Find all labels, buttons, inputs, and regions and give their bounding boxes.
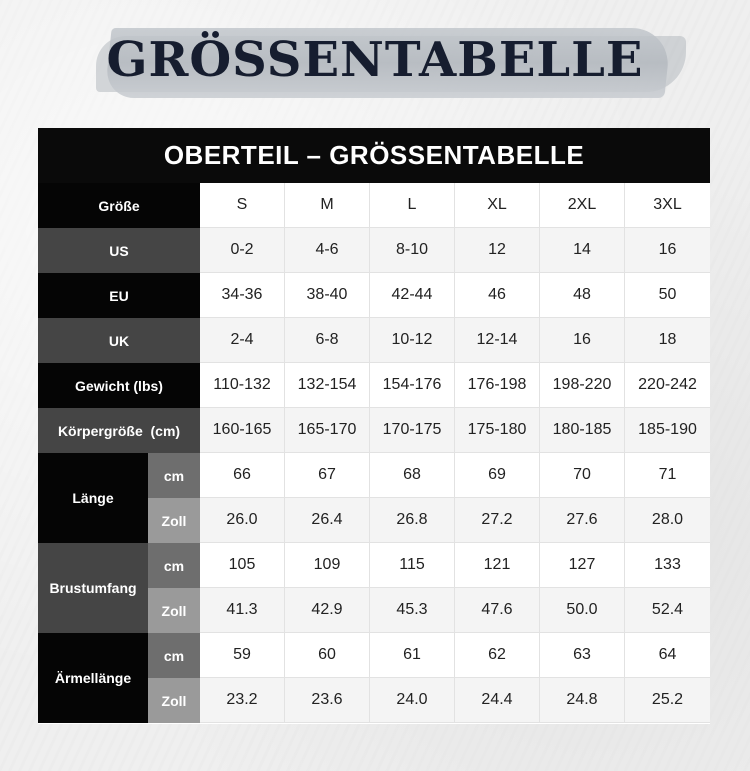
cell: 24.8 bbox=[540, 678, 625, 723]
cell: 154-176 bbox=[370, 363, 455, 408]
cell: 66 bbox=[200, 453, 285, 498]
cell: 26.0 bbox=[200, 498, 285, 543]
row-label-uk: UK bbox=[38, 318, 200, 363]
cell: 41.3 bbox=[200, 588, 285, 633]
cell: 12 bbox=[455, 228, 540, 273]
cell: 185-190 bbox=[625, 408, 710, 453]
size-header: M bbox=[285, 183, 370, 228]
row-label-us: US bbox=[38, 228, 200, 273]
cell: 59 bbox=[200, 633, 285, 678]
cell: 63 bbox=[540, 633, 625, 678]
cell: 38-40 bbox=[285, 273, 370, 318]
cell: 27.2 bbox=[455, 498, 540, 543]
cell: 64 bbox=[625, 633, 710, 678]
cell: 18 bbox=[625, 318, 710, 363]
cell: 45.3 bbox=[370, 588, 455, 633]
cell: 8-10 bbox=[370, 228, 455, 273]
cell: 133 bbox=[625, 543, 710, 588]
cell: 105 bbox=[200, 543, 285, 588]
cell: 47.6 bbox=[455, 588, 540, 633]
size-header-label: Größe bbox=[38, 183, 200, 228]
unit-label: Zoll bbox=[148, 678, 200, 723]
cell: 26.4 bbox=[285, 498, 370, 543]
row-label-eu: EU bbox=[38, 273, 200, 318]
cell: 24.4 bbox=[455, 678, 540, 723]
cell: 198-220 bbox=[540, 363, 625, 408]
cell: 50 bbox=[625, 273, 710, 318]
cell: 28.0 bbox=[625, 498, 710, 543]
cell: 69 bbox=[455, 453, 540, 498]
cell: 34-36 bbox=[200, 273, 285, 318]
page-title: GRÖSSENTABELLE bbox=[106, 32, 644, 88]
row-label-height: Körpergröße (cm) bbox=[38, 408, 200, 453]
size-grid bbox=[38, 183, 710, 723]
cell: 6-8 bbox=[285, 318, 370, 363]
size-table bbox=[38, 128, 710, 724]
cell: 46 bbox=[455, 273, 540, 318]
cell: 121 bbox=[455, 543, 540, 588]
cell: 48 bbox=[540, 273, 625, 318]
cell: 170-175 bbox=[370, 408, 455, 453]
cell: 50.0 bbox=[540, 588, 625, 633]
cell: 62 bbox=[455, 633, 540, 678]
cell: 115 bbox=[370, 543, 455, 588]
cell: 14 bbox=[540, 228, 625, 273]
cell: 26.8 bbox=[370, 498, 455, 543]
size-header: 2XL bbox=[540, 183, 625, 228]
cell: 71 bbox=[625, 453, 710, 498]
cell: 16 bbox=[625, 228, 710, 273]
cell: 2-4 bbox=[200, 318, 285, 363]
size-header: L bbox=[370, 183, 455, 228]
table-title: OBERTEIL – GRÖSSENTABELLE bbox=[38, 128, 710, 183]
measure-label-chest: Brustumfang bbox=[38, 543, 148, 633]
cell: 23.2 bbox=[200, 678, 285, 723]
cell: 67 bbox=[285, 453, 370, 498]
unit-label: cm bbox=[148, 633, 200, 678]
cell: 16 bbox=[540, 318, 625, 363]
size-header: S bbox=[200, 183, 285, 228]
unit-label: cm bbox=[148, 453, 200, 498]
title-area bbox=[0, 18, 750, 113]
cell: 10-12 bbox=[370, 318, 455, 363]
cell: 60 bbox=[285, 633, 370, 678]
cell: 61 bbox=[370, 633, 455, 678]
unit-label: Zoll bbox=[148, 498, 200, 543]
size-header: XL bbox=[455, 183, 540, 228]
row-label-weight: Gewicht (lbs) bbox=[38, 363, 200, 408]
cell: 70 bbox=[540, 453, 625, 498]
cell: 127 bbox=[540, 543, 625, 588]
cell: 175-180 bbox=[455, 408, 540, 453]
measure-label-sleeve: Ärmellänge bbox=[38, 633, 148, 723]
cell: 110-132 bbox=[200, 363, 285, 408]
cell: 42-44 bbox=[370, 273, 455, 318]
cell: 12-14 bbox=[455, 318, 540, 363]
cell: 0-2 bbox=[200, 228, 285, 273]
cell: 52.4 bbox=[625, 588, 710, 633]
cell: 68 bbox=[370, 453, 455, 498]
cell: 109 bbox=[285, 543, 370, 588]
unit-label: cm bbox=[148, 543, 200, 588]
cell: 160-165 bbox=[200, 408, 285, 453]
cell: 42.9 bbox=[285, 588, 370, 633]
cell: 4-6 bbox=[285, 228, 370, 273]
cell: 25.2 bbox=[625, 678, 710, 723]
cell: 132-154 bbox=[285, 363, 370, 408]
size-header: 3XL bbox=[625, 183, 710, 228]
measure-label-length: Länge bbox=[38, 453, 148, 543]
cell: 165-170 bbox=[285, 408, 370, 453]
cell: 27.6 bbox=[540, 498, 625, 543]
unit-label: Zoll bbox=[148, 588, 200, 633]
cell: 180-185 bbox=[540, 408, 625, 453]
cell: 176-198 bbox=[455, 363, 540, 408]
cell: 23.6 bbox=[285, 678, 370, 723]
cell: 220-242 bbox=[625, 363, 710, 408]
cell: 24.0 bbox=[370, 678, 455, 723]
